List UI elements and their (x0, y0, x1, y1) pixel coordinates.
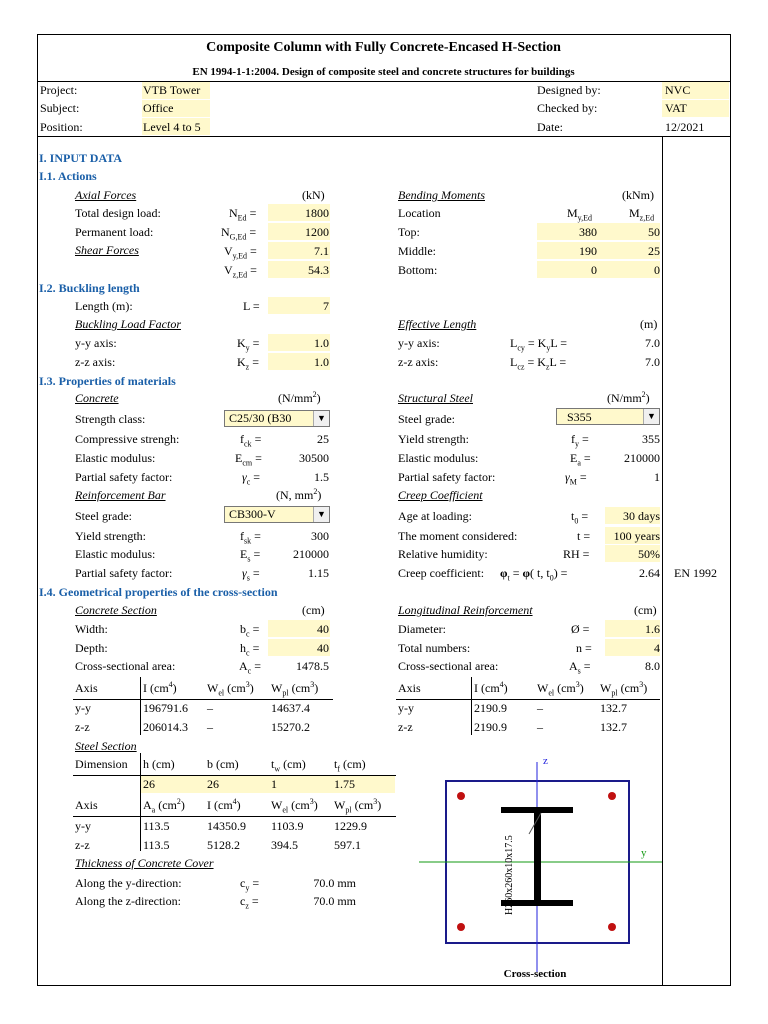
b-value[interactable]: 26 (207, 777, 219, 791)
nged-symbol: $N_{G,Ed}$ = (221, 225, 257, 242)
L-symbol: L = (243, 299, 260, 313)
Kz-symbol: $K_z$ = (237, 355, 260, 372)
rule (471, 677, 472, 735)
permanent-load-label: Permanent load: (75, 225, 154, 239)
t0-symbol: $t_0$ = (571, 509, 589, 526)
section-designation-label: H260x260x10x17.5 (504, 835, 515, 915)
Ky-value[interactable]: 1.0 (314, 336, 329, 350)
table-cell-I: 14350.9 (207, 819, 246, 833)
eff-zz-label: z-z axis: (398, 355, 439, 369)
dimension-header: Dimension (75, 757, 128, 771)
ecm-value: 30500 (299, 451, 329, 465)
gc-label: Partial safety factor: (75, 470, 173, 484)
Lcz-value: 7.0 (645, 355, 660, 369)
checked-value[interactable]: VAT (665, 101, 687, 115)
table-cell-wel: – (207, 720, 213, 734)
rebar-heading: Reinforcement Bar (75, 488, 166, 502)
L-value[interactable]: 7 (323, 299, 329, 313)
mz-header: $M_{z,Ed}$ (629, 206, 655, 223)
ned-value[interactable]: 1800 (305, 206, 329, 220)
long-reinf-heading: Longitudinal Reinforcement (398, 603, 533, 617)
table-cell-A: 113.5 (143, 838, 170, 852)
ref-en1992: EN 1992 (674, 566, 717, 580)
checked-label: Checked by: (537, 101, 598, 115)
phi-value: 2.64 (639, 566, 660, 580)
axial-forces-heading: Axial Forces (75, 188, 137, 202)
cross-section-figure (415, 750, 665, 990)
dia-symbol: Ø = (571, 622, 590, 636)
steel-section-heading: Steel Section (75, 739, 137, 753)
gc-value: 1.5 (314, 470, 329, 484)
my-header: $M_{y,Ed}$ (567, 206, 593, 223)
top-label: Top: (398, 225, 420, 239)
gc-symbol: $\gamma_c$ = (242, 470, 261, 487)
dropdown-arrow-icon[interactable]: ▼ (643, 409, 659, 424)
dropdown-arrow-icon[interactable]: ▼ (313, 411, 329, 426)
structural-steel-heading: Structural Steel (398, 391, 473, 405)
wel-header: $W_{el}$ $(cm^3)$ (271, 797, 318, 815)
zz-label: z-z axis: (75, 355, 116, 369)
table-cell-wel: 394.5 (271, 838, 298, 852)
vyed-symbol: $V_{y,Ed}$ = (224, 244, 257, 261)
as-label: Cross-sectional area: (398, 659, 499, 673)
fy-symbol: $f_y$ = (571, 432, 589, 449)
project-value[interactable]: VTB Tower (143, 83, 201, 97)
fck-label: Compressive strengh: (75, 432, 180, 446)
ned-symbol: $N_{Ed}$ = (229, 206, 257, 223)
designed-label: Designed by: (537, 83, 601, 97)
hc-symbol: $h_c$ = (240, 641, 260, 658)
es-value: 210000 (293, 547, 329, 561)
bottom-label: Bottom: (398, 263, 438, 277)
area-label: Cross-sectional area: (75, 659, 176, 673)
middle-label: Middle: (398, 244, 436, 258)
bot-my[interactable]: 0 (591, 263, 597, 277)
project-label: Project: (40, 83, 78, 97)
vzed-symbol: $V_{z,Ed}$ = (224, 263, 257, 280)
rebar-dot (457, 923, 465, 931)
strength-class-dropdown[interactable] (224, 410, 330, 427)
tw-header: $t_w$ (cm) (271, 757, 306, 774)
creep-heading: Creep Coefficient (398, 488, 483, 502)
subject-label: Subject: (40, 101, 80, 115)
ac-value: 1478.5 (296, 659, 329, 673)
vyed-value[interactable]: 7.1 (314, 244, 329, 258)
rebar-grade-label: Steel grade: (75, 509, 132, 523)
table-cell-A: 113.5 (143, 819, 170, 833)
gs-label: Partial safety factor: (75, 566, 173, 580)
section-materials: I.3. Properties of materials (39, 374, 176, 388)
gm-label: Partial safety factor: (398, 470, 496, 484)
gs-value: 1.15 (308, 566, 329, 580)
num-label: Total numbers: (398, 641, 471, 655)
table-cell-I: 206014.3 (143, 720, 188, 734)
section-actions: I.1. Actions (39, 169, 97, 183)
table-cell-axis: z-z (75, 838, 90, 852)
bc-symbol: $b_c$ = (240, 622, 260, 639)
n-symbol: n = (576, 641, 592, 655)
position-label: Position: (40, 120, 83, 134)
cross-section-caption: Cross-section (503, 968, 567, 980)
phi-symbol: $\varphi_t = \varphi$( t, $t_0$) = (500, 566, 568, 583)
h-header: h (cm) (143, 757, 175, 771)
rh-label: Relative humidity: (398, 547, 488, 561)
table-cell-wel: – (207, 701, 213, 715)
as-value: 8.0 (645, 659, 660, 673)
rule (37, 81, 730, 82)
hc-value[interactable]: 40 (317, 641, 329, 655)
wel-header: $W_{el}$ $(cm^3)$ (207, 680, 254, 698)
position-value[interactable]: Level 4 to 5 (143, 120, 201, 134)
table-cell-wpl: 1229.9 (334, 819, 367, 833)
axis-header: Axis (75, 798, 98, 812)
Lcz-symbol: $L_{cz} = K_zL$ = (510, 355, 567, 372)
cy-label: Along the y-direction: (75, 876, 182, 890)
b-header: b (cm) (207, 757, 239, 771)
unit-rebar: (N, $mm^2$) (276, 487, 322, 502)
I-header: I $(cm^4)$ (143, 680, 177, 695)
unit-cm: (cm) (302, 603, 325, 617)
dropdown-arrow-icon[interactable]: ▼ (313, 507, 329, 522)
date-value[interactable]: 12/2021 (665, 120, 705, 134)
rh-value[interactable]: 50% (638, 547, 660, 561)
t0-value[interactable]: 30 days (623, 509, 660, 523)
effective-length-heading: Effective Length (398, 317, 477, 331)
table-cell-axis: y-y (398, 701, 414, 715)
subject-value[interactable]: Office (143, 101, 174, 115)
dia-value[interactable]: 1.6 (645, 622, 660, 636)
wel-header: $W_{el}$ $(cm^3)$ (537, 680, 584, 698)
ea-label: Elastic modulus: (398, 451, 479, 465)
total-load-label: Total design load: (75, 206, 161, 220)
top-my[interactable]: 380 (579, 225, 597, 239)
cz-label: Along the z-direction: (75, 894, 181, 908)
rule (37, 136, 730, 137)
unit-knm: (kNm) (622, 188, 654, 202)
strength-class-value: C25/30 (B30 (229, 411, 292, 425)
gs-symbol: $\gamma_s$ = (242, 566, 260, 583)
rh-symbol: RH = (563, 547, 590, 561)
unit-steel: $(N/mm^2)$ (607, 390, 650, 405)
strength-class-label: Strength class: (75, 412, 146, 426)
fsk-label: Yield strength: (75, 529, 146, 543)
rule (140, 677, 141, 735)
cz-symbol: $c_z$ = (240, 894, 259, 911)
cz-value: 70.0 mm (313, 894, 356, 908)
fy-value: 355 (642, 432, 660, 446)
Lcy-value: 7.0 (645, 336, 660, 350)
section-input-data: I. INPUT DATA (39, 151, 123, 165)
table-cell-I: 2190.9 (474, 720, 507, 734)
axis-header: Axis (398, 681, 421, 695)
rule (73, 816, 396, 817)
axis-header: Axis (75, 681, 98, 695)
concrete-section-heading: Concrete Section (75, 603, 157, 617)
designed-value[interactable]: NVC (665, 83, 691, 97)
tw-value[interactable]: 1 (271, 777, 277, 791)
table-cell-axis: z-z (75, 720, 90, 734)
rebar-dot (608, 923, 616, 931)
blf-heading: Buckling Load Factor (75, 317, 181, 331)
page-title: Composite Column with Fully Concrete-Encased H-Section (206, 40, 561, 55)
location-label: Location (398, 206, 441, 220)
cy-symbol: $c_y$ = (240, 876, 260, 893)
steel-grade-value: S355 (567, 410, 592, 424)
y-axis-label: y (641, 847, 647, 859)
date-label: Date: (537, 120, 563, 134)
top-mz[interactable]: 50 (648, 225, 660, 239)
moment-label: The moment considered: (398, 529, 518, 543)
eff-yy-label: y-y axis: (398, 336, 440, 350)
Kz-value[interactable]: 1.0 (314, 355, 329, 369)
page-subtitle: EN 1994-1-1:2004. Design of composite steel and concrete structures for buildings (192, 66, 575, 78)
nged-value[interactable]: 1200 (305, 225, 329, 239)
cover-heading: Thickness of Concrete Cover (75, 856, 214, 870)
section-geometry: I.4. Geometrical properties of the cross-section (39, 585, 278, 599)
fck-symbol: $f_{ck}$ = (240, 432, 262, 449)
table-cell-wpl: 14637.4 (271, 701, 310, 715)
wpl-header: $W_{pl}$ $(cm^3)$ (600, 680, 648, 698)
fsk-value: 300 (311, 529, 329, 543)
length-label: Length (m): (75, 299, 133, 313)
bending-moments-heading: Bending Moments (398, 188, 485, 202)
bc-value[interactable]: 40 (317, 622, 329, 636)
cc-label: Creep coefficient: (398, 566, 485, 580)
gm-value: 1 (654, 470, 660, 484)
z-axis-label: z (543, 755, 548, 767)
rebar-dot (457, 792, 465, 800)
shear-forces-heading: Shear Forces (75, 243, 139, 257)
fy-label: Yield strength: (398, 432, 469, 446)
age-label: Age at loading: (398, 509, 472, 523)
web (534, 813, 541, 900)
rule (140, 753, 141, 851)
ea-value: 210000 (624, 451, 660, 465)
fsk-symbol: $f_{sk}$ = (240, 529, 261, 546)
ac-symbol: $A_c$ = (239, 659, 262, 676)
unit-m: (m) (640, 317, 658, 331)
table-cell-axis: y-y (75, 819, 91, 833)
unit-cm-2: (cm) (634, 603, 657, 617)
I-header: I $(cm^4)$ (207, 797, 241, 812)
rebar-grade-dropdown[interactable] (224, 506, 330, 523)
vzed-value[interactable]: 54.3 (308, 263, 329, 277)
table-cell-axis: z-z (398, 720, 413, 734)
es-label: Elastic modulus: (75, 547, 156, 561)
highlight (141, 776, 395, 793)
I-header: I $(cm^4)$ (474, 680, 508, 695)
tf-value[interactable]: 1.75 (334, 777, 355, 791)
table-cell-wel: 1103.9 (271, 819, 304, 833)
section-buckling: I.2. Buckling length (39, 281, 140, 295)
fck-value: 25 (317, 432, 329, 446)
ecm-label: Elastic modulus: (75, 451, 156, 465)
table-cell-wel: – (537, 701, 543, 715)
table-cell-wpl: 15270.2 (271, 720, 310, 734)
as-symbol: $A_s$ = (569, 659, 591, 676)
ea-symbol: $E_a$ = (570, 451, 591, 468)
dia-label: Diameter: (398, 622, 446, 636)
n-value[interactable]: 4 (654, 641, 660, 655)
table-cell-I: 196791.6 (143, 701, 188, 715)
rebar-dot (608, 792, 616, 800)
table-cell-axis: y-y (75, 701, 91, 715)
h-value[interactable]: 26 (143, 777, 155, 791)
table-cell-I: 5128.2 (207, 838, 240, 852)
ecm-symbol: $E_{cm}$ = (235, 451, 262, 468)
table-cell-wel: – (537, 720, 543, 734)
gm-symbol: $\gamma_M$ = (565, 470, 587, 487)
steel-grade-dropdown[interactable] (556, 408, 660, 425)
es-symbol: $E_s$ = (240, 547, 261, 564)
wpl-header: $W_{pl}$ $(cm^3)$ (271, 680, 319, 698)
table-cell-wpl: 132.7 (600, 720, 627, 734)
rebar-grade-value: CB300-V (229, 507, 276, 521)
unit-kn: (kN) (302, 188, 325, 202)
tf-header: $t_f$ (cm) (334, 757, 366, 774)
top-flange (501, 807, 573, 813)
mid-mz[interactable]: 25 (648, 244, 660, 258)
table-cell-wpl: 132.7 (600, 701, 627, 715)
depth-label: Depth: (75, 641, 108, 655)
A-header: $A_a$ $(cm^2)$ (143, 797, 185, 815)
width-label: Width: (75, 622, 108, 636)
concrete-heading: Concrete (75, 391, 119, 405)
wpl-header: $W_{pl}$ $(cm^3)$ (334, 797, 382, 815)
yy-label: y-y axis: (75, 336, 117, 350)
t-value[interactable]: 100 years (613, 529, 660, 543)
Ky-symbol: $K_y$ = (237, 336, 260, 353)
unit-concrete: $(N/mm^2)$ (278, 390, 321, 405)
Lcy-symbol: $L_{cy} = K_yL$ = (510, 336, 567, 353)
table-cell-I: 2190.9 (474, 701, 507, 715)
mid-my[interactable]: 190 (579, 244, 597, 258)
cy-value: 70.0 mm (313, 876, 356, 890)
steel-grade-label: Steel grade: (398, 412, 455, 426)
t-symbol: t = (577, 529, 591, 543)
bot-mz[interactable]: 0 (654, 263, 660, 277)
table-cell-wpl: 597.1 (334, 838, 361, 852)
